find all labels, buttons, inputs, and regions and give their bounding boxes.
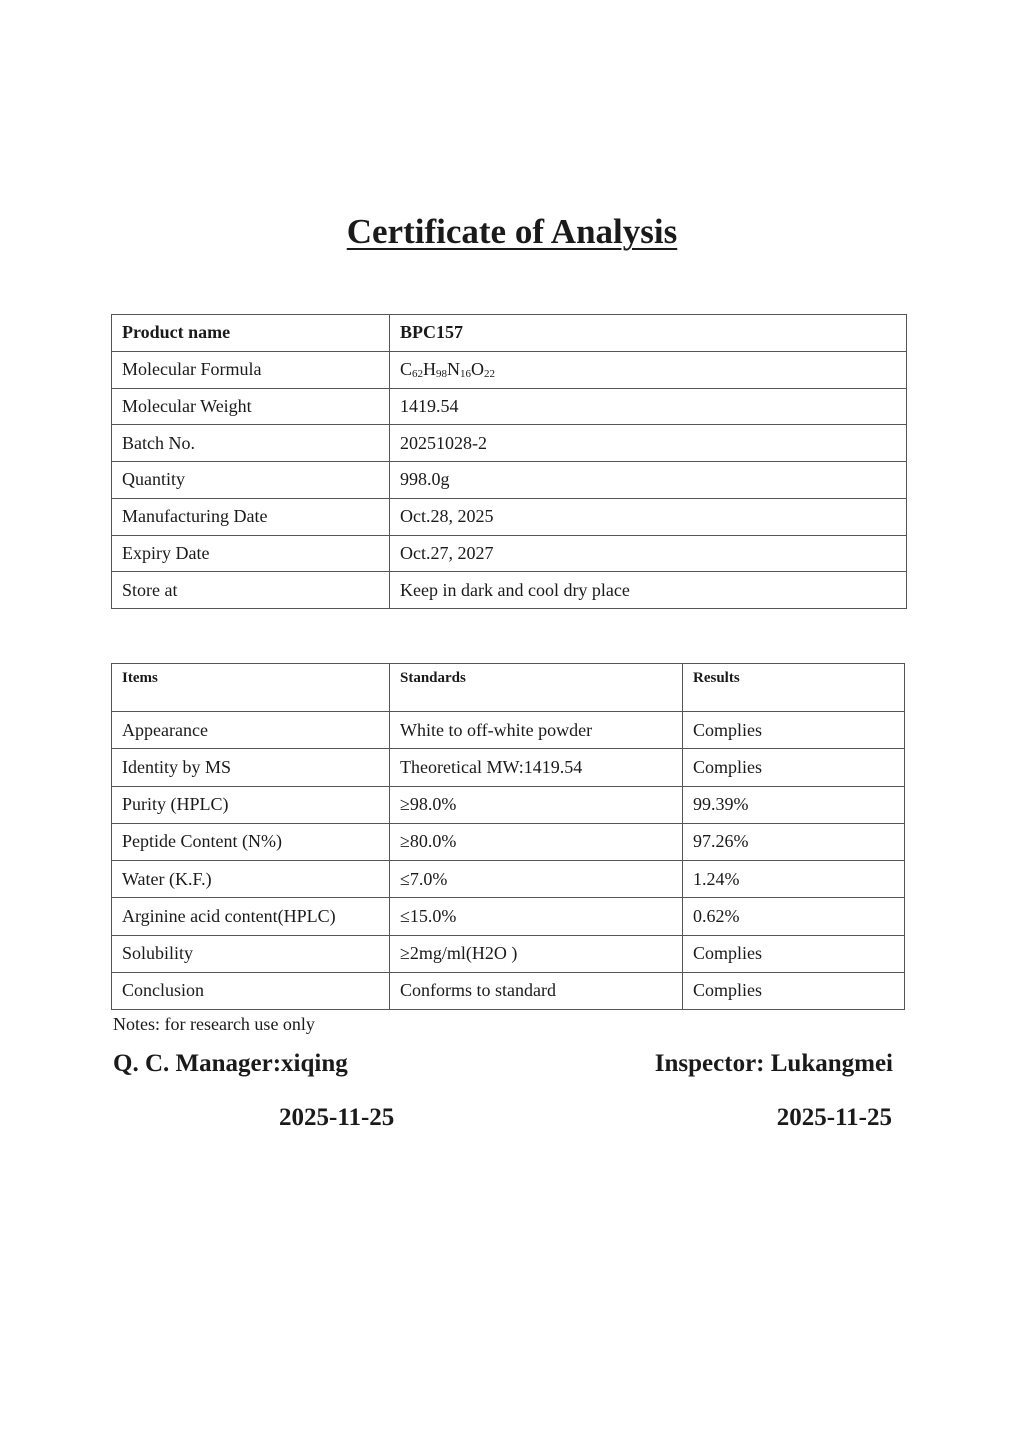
- manufacturing-date-label: Manufacturing Date: [112, 498, 390, 535]
- molecular-weight-value: 1419.54: [390, 388, 907, 425]
- item-cell: Conclusion: [112, 972, 390, 1009]
- item-cell: Peptide Content (N%): [112, 823, 390, 860]
- standard-cell: ≥98.0%: [390, 786, 683, 823]
- item-cell: Appearance: [112, 712, 390, 749]
- document-title-text: Certificate of Analysis: [346, 212, 678, 251]
- column-header-results: Results: [683, 664, 905, 712]
- table-row: [112, 388, 907, 425]
- item-cell: Identity by MS: [112, 749, 390, 786]
- molecular-weight-label: Molecular Weight: [112, 388, 390, 425]
- item-cell: Arginine acid content(HPLC): [112, 898, 390, 935]
- notes-text: Notes: for research use only: [113, 1014, 315, 1034]
- batch-no-label: Batch No.: [112, 425, 390, 462]
- table-row: [112, 351, 907, 388]
- table-row: [112, 712, 905, 749]
- table-row: [112, 498, 907, 535]
- product-info-table: [111, 314, 907, 609]
- inspector-signature: Inspector: Lukangmei: [654, 1050, 893, 1077]
- result-cell: Complies: [683, 935, 905, 972]
- standard-cell: Conforms to standard: [390, 972, 683, 1009]
- quantity-value: 998.0g: [390, 462, 907, 499]
- store-at-value: Keep in dark and cool dry place: [390, 572, 907, 609]
- result-cell: Complies: [683, 712, 905, 749]
- store-at-label: Store at: [112, 572, 390, 609]
- batch-no-value: 20251028-2: [390, 425, 907, 462]
- result-cell: 0.62%: [683, 898, 905, 935]
- table-row: [112, 462, 907, 499]
- column-header-standards: Standards: [390, 664, 683, 712]
- result-cell: 1.24%: [683, 861, 905, 898]
- table-row: [112, 935, 905, 972]
- table-row: [112, 749, 905, 786]
- analysis-results-table: [111, 663, 905, 1010]
- item-cell: Purity (HPLC): [112, 786, 390, 823]
- quantity-label: Quantity: [112, 462, 390, 499]
- product-name-value: BPC157: [390, 315, 907, 352]
- table-row: [112, 898, 905, 935]
- result-cell: 97.26%: [683, 823, 905, 860]
- table-header-row: [112, 664, 905, 712]
- inspector-date: 2025-11-25: [776, 1104, 892, 1131]
- item-cell: Water (K.F.): [112, 861, 390, 898]
- table-row: [112, 786, 905, 823]
- table-row: [112, 315, 907, 352]
- document-title: [0, 212, 1024, 252]
- expiry-date-value: Oct.27, 2027: [390, 535, 907, 572]
- result-cell: 99.39%: [683, 786, 905, 823]
- expiry-date-label: Expiry Date: [112, 535, 390, 572]
- table-row: [112, 572, 907, 609]
- table-row: [112, 861, 905, 898]
- standard-cell: White to off-white powder: [390, 712, 683, 749]
- product-name-label: Product name: [112, 315, 390, 352]
- table-row: [112, 823, 905, 860]
- molecular-formula-value: $C_{62}H_{98}N_{16}O_{22}$: [390, 351, 907, 388]
- result-cell: Complies: [683, 749, 905, 786]
- column-header-items: Items: [112, 664, 390, 712]
- standard-cell: Theoretical MW:1419.54: [390, 749, 683, 786]
- standard-cell: ≥2mg/ml(H2O ): [390, 935, 683, 972]
- item-cell: Solubility: [112, 935, 390, 972]
- manufacturing-date-value: Oct.28, 2025: [390, 498, 907, 535]
- table-row: [112, 425, 907, 462]
- table-row: [112, 972, 905, 1009]
- result-cell: Complies: [683, 972, 905, 1009]
- standard-cell: ≤7.0%: [390, 861, 683, 898]
- qc-manager-date: 2025-11-25: [279, 1104, 395, 1131]
- molecular-formula-label: Molecular Formula: [112, 351, 390, 388]
- qc-manager-signature: Q. C. Manager:xiqing: [113, 1050, 348, 1077]
- standard-cell: ≤15.0%: [390, 898, 683, 935]
- standard-cell: ≥80.0%: [390, 823, 683, 860]
- table-row: [112, 535, 907, 572]
